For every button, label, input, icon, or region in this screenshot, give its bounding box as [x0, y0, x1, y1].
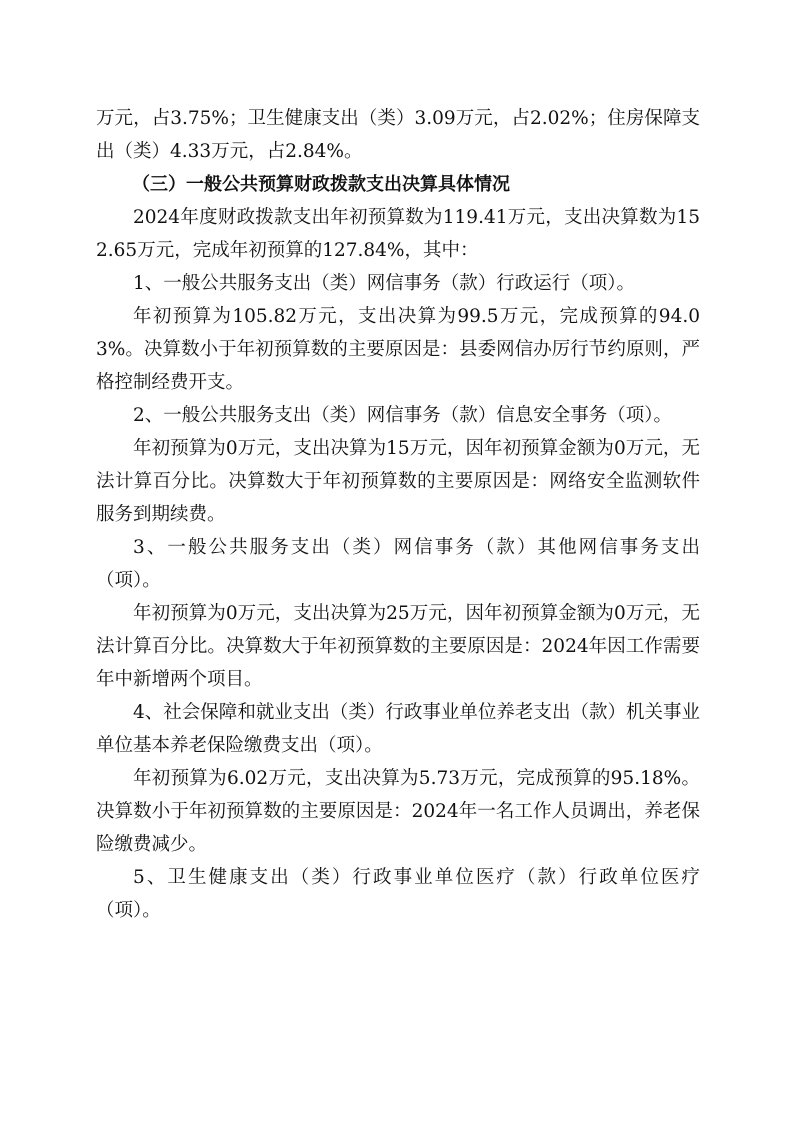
paragraph-continuation: 万元，占3.75%；卫生健康支出（类）3.09万元，占2.02%；住房保障支出（类）4.33万元，占2.84%。	[96, 108, 700, 162]
item-3-detail: 年初预算为0万元，支出决算为25万元，因年初预算金额为0万元，无法计算百分比。决算数大于年初预算数的主要原因是：2024年因工作需要年中新增两个项目。	[96, 603, 700, 690]
item-4-title: 4、社会保障和就业支出（类）行政事业单位养老支出（款）机关事业单位基本养老保险缴费支出（项）。	[96, 702, 700, 756]
item-3-title: 3、一般公共服务支出（类）网信事务（款）其他网信事务支出（项）。	[96, 537, 700, 591]
document-body	[96, 102, 700, 927]
item-2-detail: 年初预算为0万元，支出决算为15万元，因年初预算金额为0万元，无法计算百分比。决算数大于年初预算数的主要原因是：网络安全监测软件服务到期续费。	[96, 438, 700, 525]
section-heading: （三）一般公共预算财政拨款支出决算具体情况	[132, 174, 510, 195]
item-4-detail: 年初预算为6.02万元，支出决算为5.73万元，完成预算的95.18%。决算数小于年初预算数的主要原因是：2024年一名工作人员调出，养老保险缴费减少。	[96, 768, 700, 855]
item-2-title: 2、一般公共服务支出（类）网信事务（款）信息安全事务（项）。	[133, 405, 673, 426]
item-1-detail: 年初预算为105.82万元，支出决算为99.5万元，完成预算的94.03%。决算数小于年初预算数的主要原因是：县委网信办厉行节约原则，严格控制经费开支。	[96, 306, 700, 393]
item-5-title: 5、卫生健康支出（类）行政事业单位医疗（款）行政单位医疗（项）。	[96, 867, 700, 921]
item-1-title: 1、一般公共服务支出（类）网信事务（款）行政运行（项）。	[133, 273, 636, 294]
paragraph-summary: 2024年度财政拨款支出年初预算数为119.41万元，支出决算数为152.65万元，完成年初预算的127.84%，其中：	[96, 207, 700, 261]
